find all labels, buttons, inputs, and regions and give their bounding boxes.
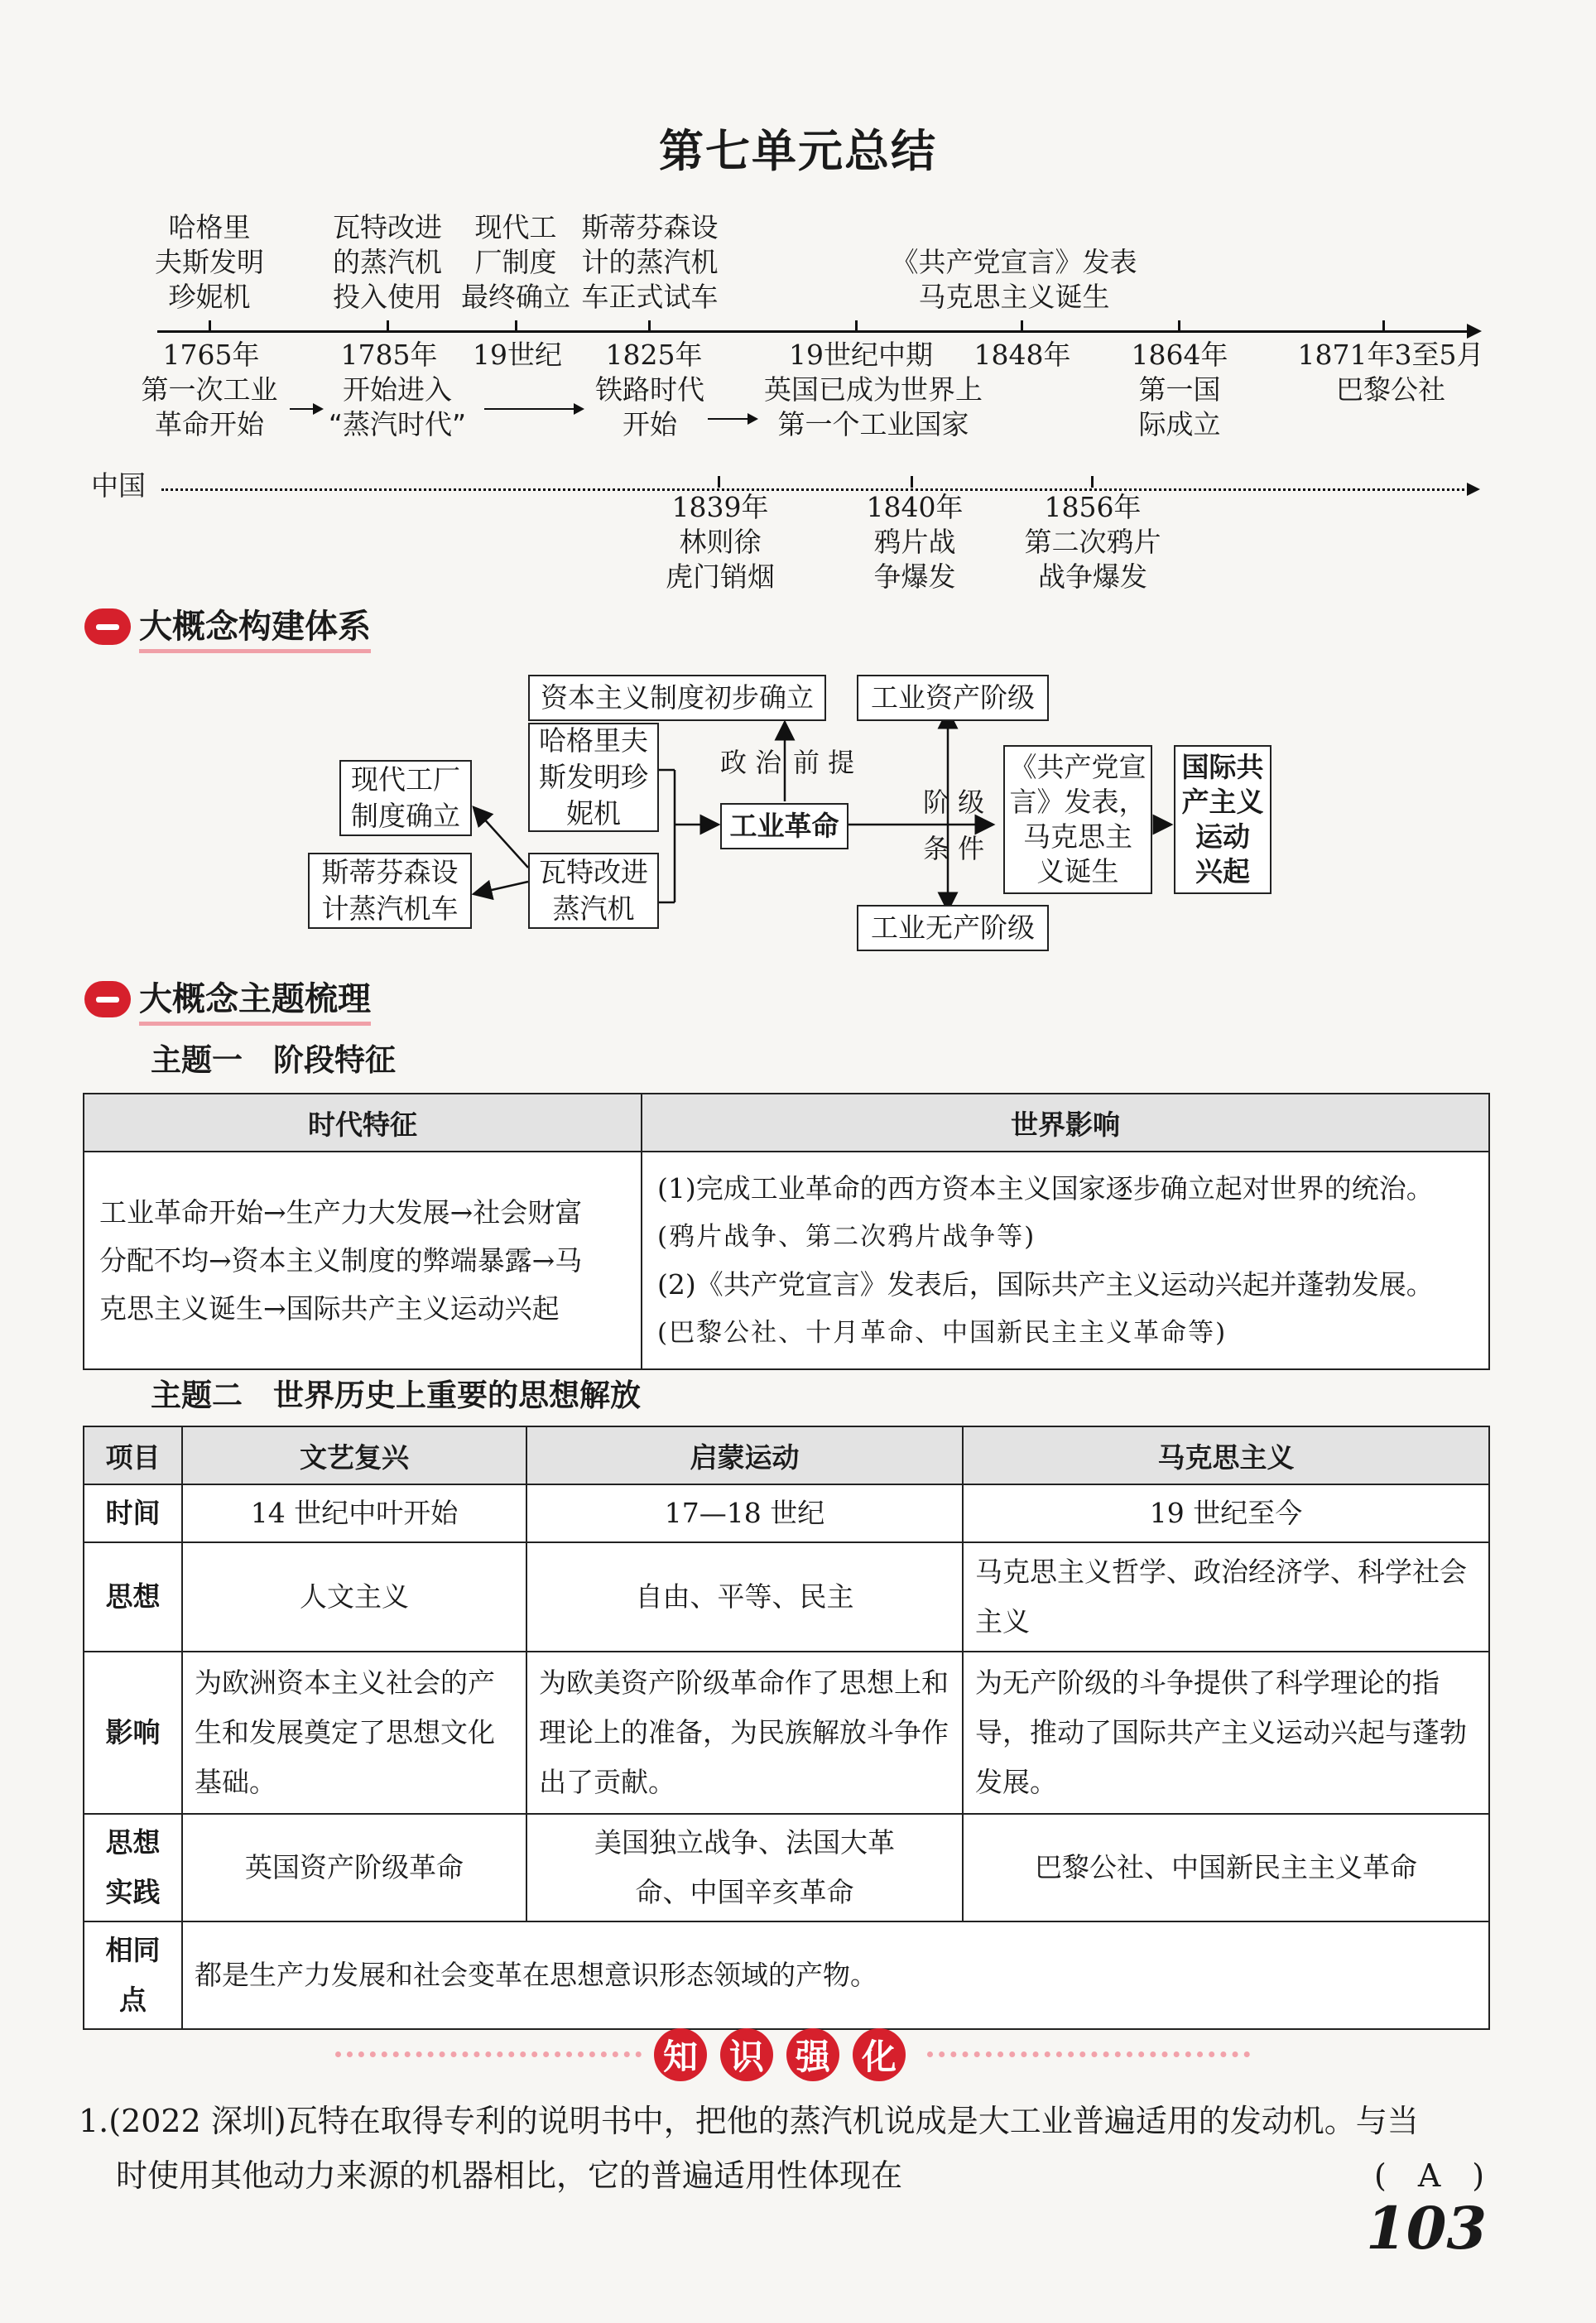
timeline-below-6: 巴黎公社 xyxy=(1336,373,1445,406)
box-hargreaves: 哈格里夫 斯发明珍 妮机 xyxy=(528,723,659,832)
timeline-below-1: 第一次工业 革命开始 xyxy=(141,373,278,440)
page-number: 103 xyxy=(1366,2194,1488,2263)
era-features-cell: 工业革命开始→生产力大发展→社会财富 分配不均→资本主义制度的弊端暴露→马 克思主义诞生→国际共产主义运动兴起 xyxy=(84,1152,642,1369)
china-event-3: 1856年 第二次鸦片 战争爆发 xyxy=(1024,491,1161,593)
table-row: 思想实践 英国资产阶级革命 美国独立战争、法国大革命、中国辛亥革命 巴黎公社、中国新民主主义革命 xyxy=(84,1814,1489,1921)
box-industrial-revolution: 工业革命 xyxy=(720,803,848,849)
section-heading-2: 大概念主题梳理 xyxy=(84,973,371,1026)
col-header: 世界影响 xyxy=(642,1094,1489,1152)
col-header: 启蒙运动 xyxy=(526,1426,963,1484)
world-impact-cell: (1)完成工业革命的西方资本主义国家逐步确立起对世界的统治。 (鸦片战争、第二次鸦片战争等) (2)《共产党宣言》发表后，国际共产主义运动兴起并蓬勃发展。 (巴黎公社、十月革命、中国新民主主义革命等) xyxy=(642,1152,1489,1369)
box-international-communism: 国际共 产主义 运动 兴起 xyxy=(1174,745,1272,894)
table-row: 时间 14 世纪中叶开始 17—18 世纪 19 世纪至今 xyxy=(84,1484,1489,1542)
timeline-below-3: 铁路时代 开始 xyxy=(595,373,704,440)
box-capitalism-established: 资本主义制度初步确立 xyxy=(528,675,826,721)
china-label: 中国 xyxy=(91,469,146,502)
box-factory-system: 现代工厂 制度确立 xyxy=(339,760,472,836)
col-header: 马克思主义 xyxy=(963,1426,1489,1484)
question-line-2: 时使用其他动力来源的机器相比，它的普遍适用性体现在 xyxy=(116,2157,903,2194)
col-header: 文艺复兴 xyxy=(182,1426,526,1484)
question-answer: ( A ) xyxy=(1374,2157,1485,2194)
theme2-heading: 主题二 世界历史上重要的思想解放 xyxy=(151,1378,641,1413)
timeline-above-3: 现代工 厂制度 最终确立 xyxy=(461,211,570,313)
timeline-above-1: 哈格里 夫斯发明 珍妮机 xyxy=(155,211,264,313)
china-event-1: 1839年 林则徐 虎门销烟 xyxy=(666,491,775,593)
timeline-date: 1785年 xyxy=(340,339,438,371)
section-heading-1: 大概念构建体系 xyxy=(84,600,371,653)
box-watt: 瓦特改进 蒸汽机 xyxy=(528,853,659,929)
timeline-below-4: 英国已成为世界上 第一个工业国家 xyxy=(764,373,983,440)
table-row: 影响 为欧洲资本主义社会的产生和发展奠定了思想文化基础。 为欧美资产阶级革命作了思想上和理论上的准备，为民族解放斗争作出了贡献。 为无产阶级的斗争提供了科学理论的指导，推动了国际共产主义运动兴起与蓬勃发展。 xyxy=(84,1652,1489,1814)
timeline-below-2: 开始进入 “蒸汽时代” xyxy=(328,373,467,440)
arrow-badge-icon xyxy=(84,981,131,1017)
timeline-above-2: 瓦特改进 的蒸汽机 投入使用 xyxy=(333,211,442,313)
timeline-date: 19世纪 xyxy=(473,339,562,371)
page-title: 第七单元总结 xyxy=(659,125,937,177)
timeline-above-5: 《共产党宣言》发表 马克思主义诞生 xyxy=(891,246,1137,313)
timeline-date: 19世纪中期 xyxy=(789,339,933,371)
col-header: 项目 xyxy=(84,1426,182,1484)
timeline-date: 1871年3至5月 xyxy=(1297,339,1484,371)
china-event-2: 1840年 鸦片战 争爆发 xyxy=(866,491,964,593)
box-bourgeoisie: 工业资产阶级 xyxy=(857,675,1049,721)
timeline-date: 1825年 xyxy=(605,339,703,371)
box-stephenson: 斯蒂芬森设 计蒸汽机车 xyxy=(308,853,472,929)
box-manifesto: 《共产党宣 言》发表， 马克思主 义诞生 xyxy=(1003,745,1152,894)
box-proletariat: 工业无产阶级 xyxy=(857,905,1049,951)
question-line-1: 1.(2022 深圳)瓦特在取得专利的说明书中，把他的蒸汽机说成是大工业普遍适用的发动机。与当 xyxy=(79,2103,1419,2139)
theme1-heading: 主题一 阶段特征 xyxy=(151,1042,396,1078)
theme2-table xyxy=(83,1426,1490,2030)
timeline-below-5: 第一国 际成立 xyxy=(1138,373,1221,440)
theme1-table xyxy=(83,1093,1490,1370)
timeline-date: 1864年 xyxy=(1131,339,1228,371)
timeline-date: 1848年 xyxy=(973,339,1071,371)
timeline-date: 1765年 xyxy=(162,339,260,371)
timeline-above-4: 斯蒂芬森设 计的蒸汽机 车正式试车 xyxy=(581,211,719,313)
col-header: 时代特征 xyxy=(84,1094,642,1152)
table-row: 思想 人文主义 自由、平等、民主 马克思主义哲学、政治经济学、科学社会主义 xyxy=(84,1542,1489,1652)
table-row: 相同点 都是生产力发展和社会变革在思想意识形态领域的产物。 xyxy=(84,1921,1489,2029)
